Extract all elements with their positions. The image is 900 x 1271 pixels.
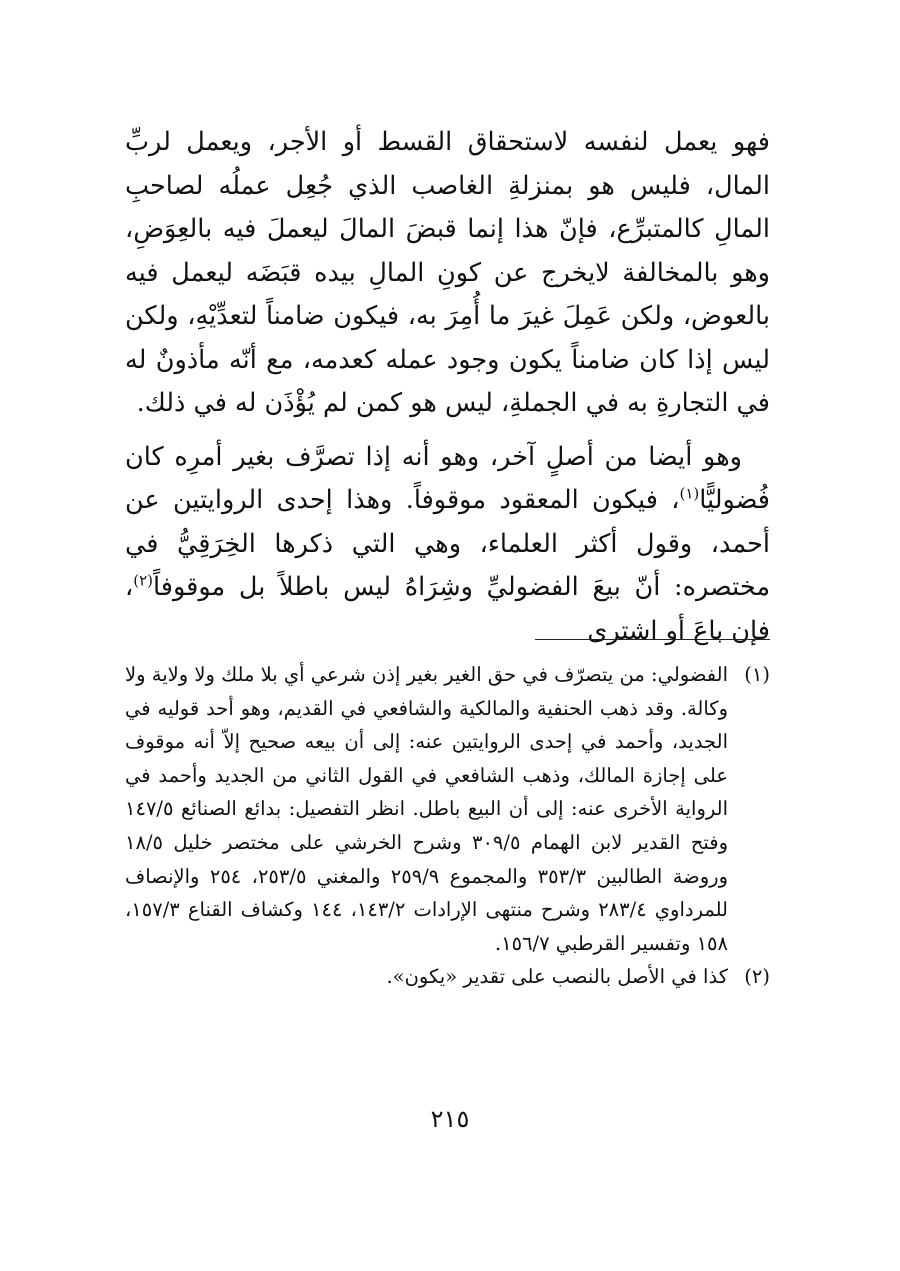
footnote-1-number: (١) (744, 663, 770, 686)
footnote-1 (125, 658, 770, 960)
footnote-reference-2[interactable]: (٢) (133, 571, 154, 590)
footnotes-section (125, 658, 770, 994)
body-paragraph-2-part-a: وهو أيضا من أصلٍ آخر، وهو أنه إذا تصرَّف بغير أمرِه كان فُضوليًّا (125, 441, 770, 515)
body-paragraph-1: فهو يعمل لنفسه لاستحقاق القسط أو الأجر، ويعمل لربِّ المال، فليس هو بمنزلةِ الغاصب الذي جُعِل عملُه لصاحبِ المالِ كالمتبرِّع، فإنّ هذا إنما قبضَ المالَ ليعملَ فيه بالعِوَضِ، وهو بالمخالفة لايخرج عن كونِ المالِ بيده قبَضَه ليعمل فيه بالعوض، ولكن عَمِلَ غيرَ ما أُمِرَ به، فيكون ضامناً لتعدِّيْهِ، ولكن ليس إذا كان ضامناً يكون وجود عمله كعدمه، مع أنّه مأذونٌ له في التجارةِ به في الجملةِ، ليس هو كمن لم يُؤْذَن له في ذلك. (125, 127, 770, 418)
footnote-2-number: (٢) (744, 965, 770, 989)
footnote-reference-1[interactable]: (١) (679, 484, 700, 503)
body-paragraph-2 (125, 436, 770, 654)
footnote-2 (125, 960, 770, 994)
footnote-separator (535, 639, 770, 640)
body-paragraph-2-part-b: ، فيكون المعقود موقوفاً. وهذا إحدى الروايتين عن أحمد، وقول أكثر العلماء، وهي التي ذكرها الخِرَقِيُّ في مختصره: أنّ بيعَ الفضوليِّ وشِرَاهُ ليس باطلاً بل موقوفاً (125, 485, 770, 602)
main-body-text (125, 121, 770, 653)
footnote-2-text: كذا في الأصل بالنصب على تقدير «يكون». (386, 965, 728, 989)
footnote-1-text: الفضولي: من يتصرّف في حق الغير بغير إذن شرعي أي بلا ملك ولا ولاية ولا وكالة. وقد ذهب الحنفية والمالكية والشافعي في القديم، وهو أحد قوليه في الجديد، وأحمد في إحدى الروايتين عنه: إلى أن بيعه صحيح إلاّ أنه موقوف على إجازة المالك، وذهب الشافعي في القول الثاني من الجديد وأحمد في الرواية الأخرى عنه: إلى أن البيع باطل. انظر التفصيل: بدائع الصنائع ١٤٧/٥ وفتح القدير لابن الهمام ٣٠٩/٥ وشرح الخرشي على مختصر خليل ١٨/٥ وروضة الطالبين ٣٥٣/٣ والمجموع ٢٥٩/٩ والمغني ٢٥٣/٥، ٢٥٤ والإنصاف للمرداوي ٢٨٣/٤ وشرح منتهى الإرادات ١٤٣/٢، ١٤٤ وكشاف القناع ١٥٧/٣، ١٥٨ وتفسير القرطبي ١٥٦/٧. (125, 663, 728, 955)
body-paragraph-2-part-c: ، فإن باعَ أو اشترى (125, 572, 770, 646)
page-number: ٢١٥ (430, 1105, 470, 1133)
